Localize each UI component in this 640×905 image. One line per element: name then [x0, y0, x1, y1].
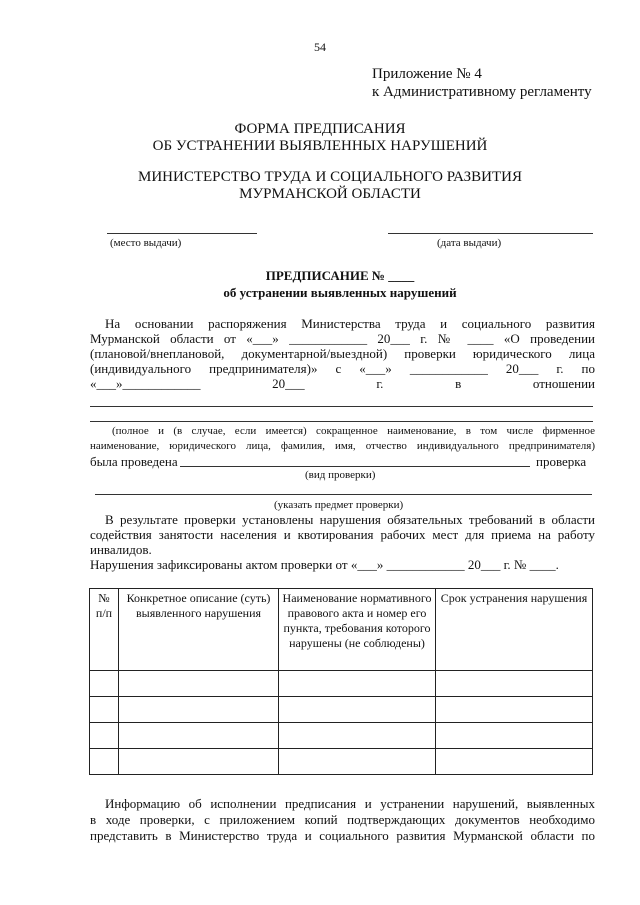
- result-line-3: инвалидов.: [90, 542, 152, 557]
- table-row: [90, 671, 593, 697]
- header-number: № п/п: [90, 589, 119, 671]
- place-underline: [107, 233, 257, 234]
- page-number: 54: [314, 40, 326, 54]
- ministry-line-2: МУРМАНСКОЙ ОБЛАСТИ: [239, 186, 421, 202]
- form-title-line-2: ОБ УСТРАНЕНИИ ВЫЯВЛЕННЫХ НАРУШЕНИЙ: [152, 138, 488, 154]
- date-underline: [388, 233, 593, 234]
- entity-hint-line-2: наименование, юридического лица, фамилия, имя, отчество индивидуального предпринимателя): [90, 440, 595, 452]
- ministry-line-1: МИНИСТЕРСТВО ТРУДА И СОЦИАЛЬНОГО РАЗВИТИЯ: [138, 169, 522, 185]
- header-description: Конкретное описание (суть) выявленного нарушения: [119, 589, 279, 671]
- check-line-suffix: проверка: [536, 454, 587, 469]
- violations-table: [89, 588, 593, 775]
- entity-underline-2: [90, 421, 593, 422]
- check-underline: [180, 466, 530, 467]
- check-type-label: (вид проверки): [305, 469, 376, 481]
- result-line-1: В результате проверки установлены нарушения обязательных требований в области: [105, 512, 595, 527]
- info-line-3: представить в Министерство труда и социального развития Мурманской области по: [90, 828, 595, 843]
- table-row: [90, 723, 593, 749]
- table-row: [90, 697, 593, 723]
- table-header-row: [90, 589, 593, 671]
- result-line-2: содействия занятости населения и квотирования рабочих мест для приема на работу: [90, 527, 595, 542]
- appendix-line-2: к Административному регламенту: [372, 84, 592, 100]
- subject-underline: [95, 494, 592, 495]
- date-label: (дата выдачи): [437, 237, 502, 249]
- table-row: [90, 749, 593, 775]
- entity-hint-line-1: (полное и (в случае, если имеется) сокращенное наименование, в том числе фирменное: [112, 425, 595, 437]
- basis-line-1: На основании распоряжения Министерства труда и социального развития: [105, 316, 595, 331]
- order-title: ПРЕДПИСАНИЕ № ____: [265, 268, 415, 283]
- entity-underline-1: [90, 406, 593, 407]
- basis-line-3: (плановой/внеплановой, документарной/выездной) проверки юридического лица: [90, 346, 595, 361]
- place-label: (место выдачи): [110, 237, 182, 249]
- subject-label: (указать предмет проверки): [274, 499, 404, 511]
- check-line-prefix: была проведена: [90, 454, 178, 469]
- basis-line-2: Мурманской области от «___» ____________ 20___ г. № ____ «О проведении: [90, 331, 595, 346]
- basis-line-5: «___»____________ 20___ г. в отношении: [90, 376, 595, 391]
- info-line-2: в ходе проверки, с приложением копий подтверждающих документов необходимо: [90, 812, 595, 827]
- form-title-line-1: ФОРМА ПРЕДПИСАНИЯ: [234, 121, 406, 137]
- header-normative-act: Наименование нормативного правового акта и номер его пункта, требования которого нарушены (не соблюдены): [279, 589, 436, 671]
- info-line-1: Информацию об исполнении предписания и устранении нарушений, выявленных: [105, 796, 595, 811]
- order-subtitle: об устранении выявленных нарушений: [223, 285, 457, 300]
- act-line: Нарушения зафиксированы актом проверки от «___» ____________ 20___ г. № ____.: [90, 557, 559, 572]
- appendix-line-1: Приложение № 4: [372, 66, 482, 82]
- header-deadline: Срок устранения нарушения: [436, 589, 593, 671]
- basis-line-4: (индивидуального предпринимателя)» с «___» ____________ 20___ г. по: [90, 361, 595, 376]
